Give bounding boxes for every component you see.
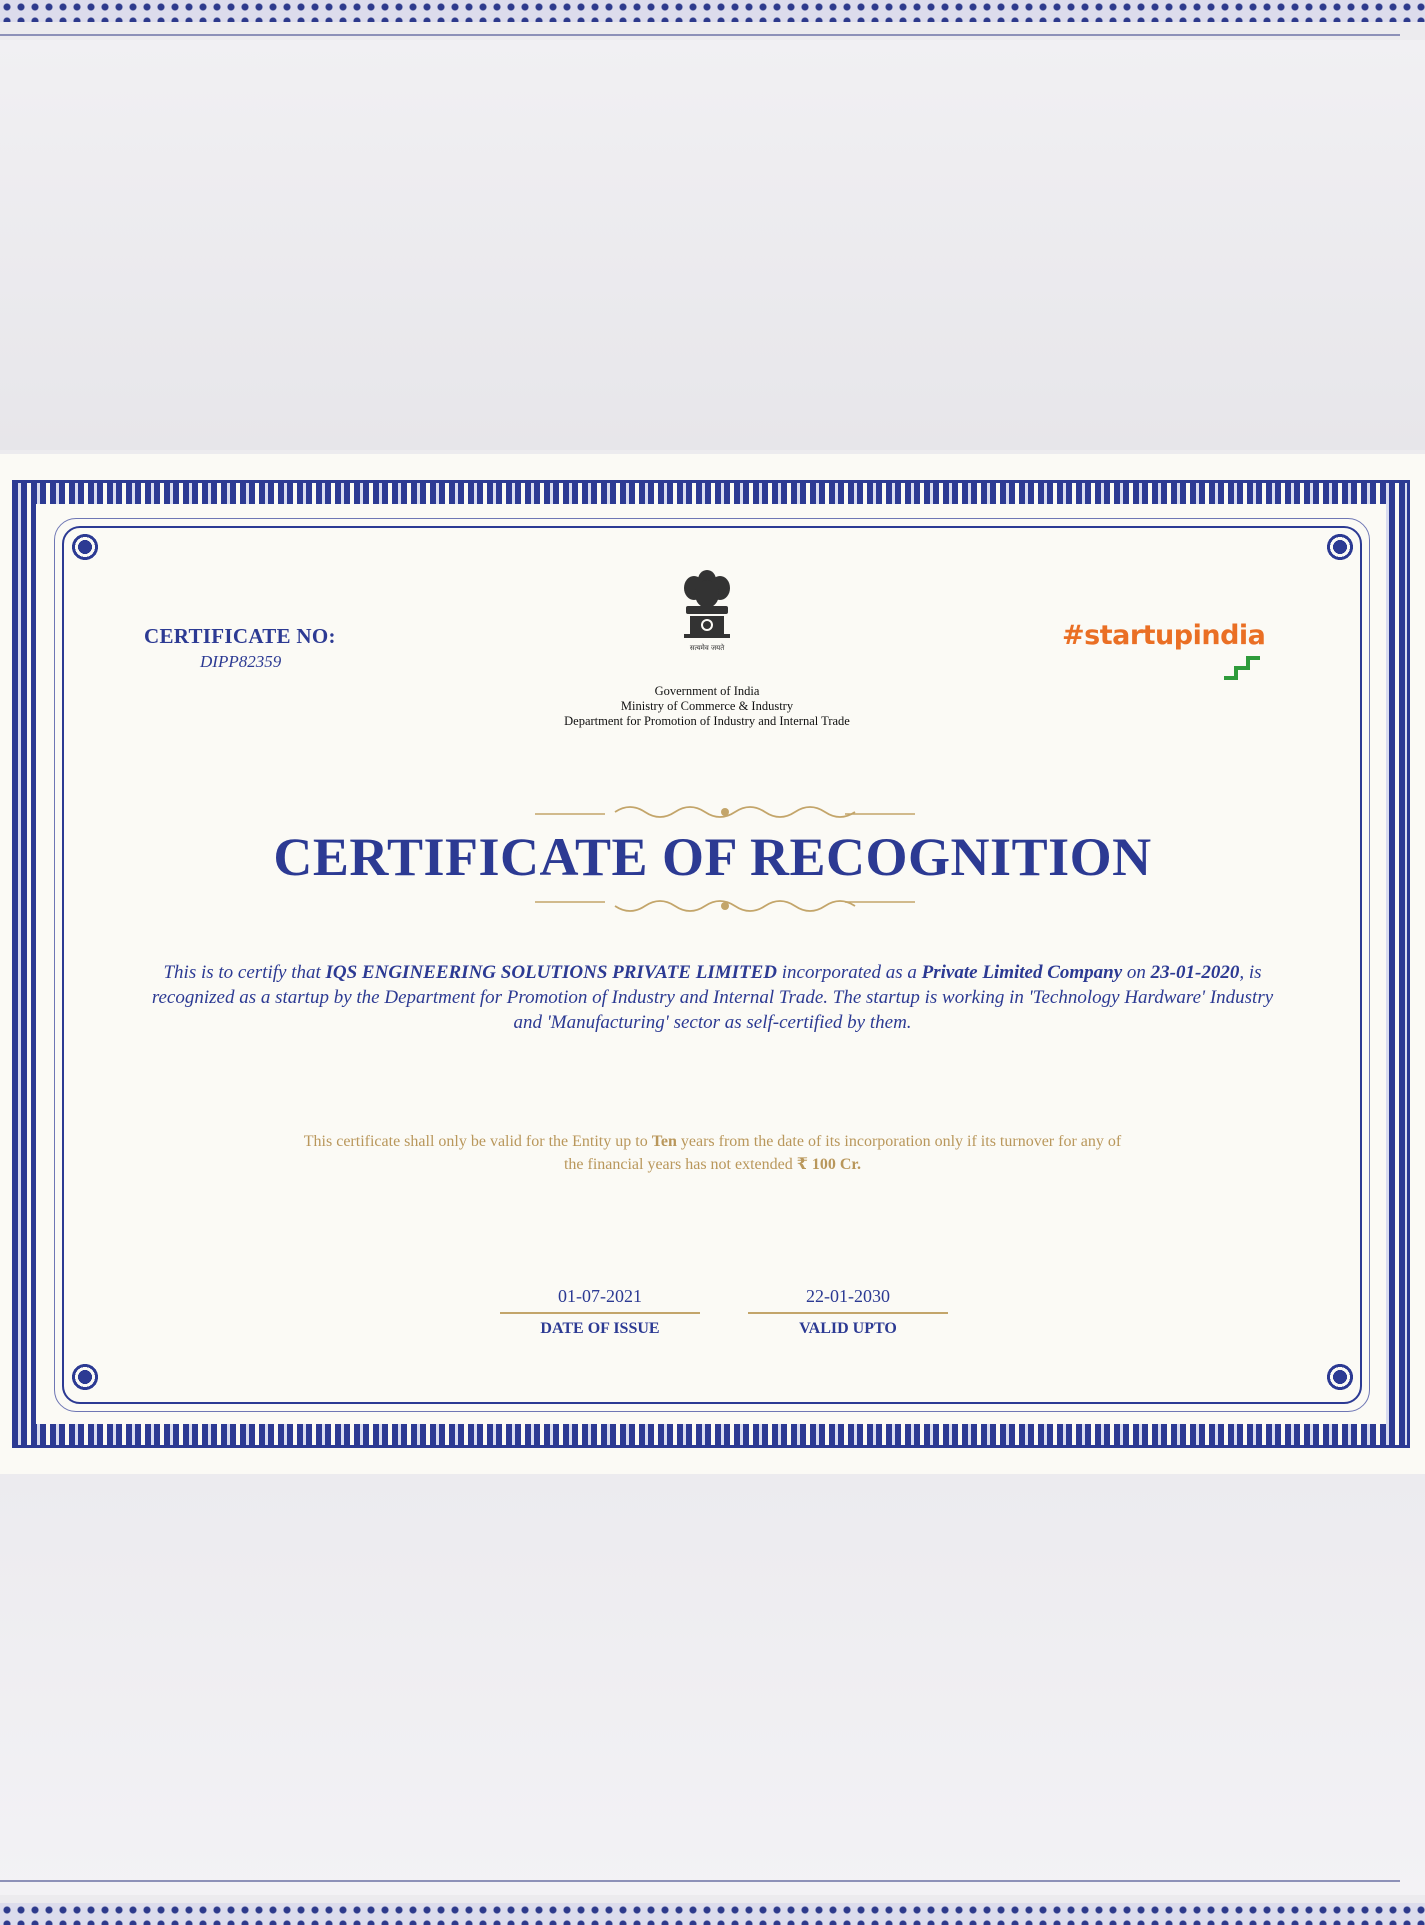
validity-text: This certificate shall only be valid for the Entity up to bbox=[303, 1133, 648, 1150]
statement-text: incorporated as a bbox=[781, 962, 917, 983]
startupindia-logo-text: #startupindia bbox=[1062, 620, 1266, 651]
certificate-number-label: CERTIFICATE NO: bbox=[144, 624, 336, 648]
company-type: Private Limited Company bbox=[921, 962, 1123, 983]
statement-text: This is to certify that bbox=[163, 962, 321, 983]
incorporation-date: 23-01-2020 bbox=[1150, 962, 1240, 983]
ornament-bottom-icon bbox=[535, 896, 915, 916]
startupindia-logo-mark-icon bbox=[1222, 654, 1262, 682]
valid-upto-value: 22-01-2030 bbox=[748, 1286, 948, 1314]
background-border-top bbox=[0, 0, 1425, 22]
statement-text: on bbox=[1126, 962, 1146, 983]
background-panel-top bbox=[0, 40, 1425, 450]
certificate bbox=[0, 454, 1425, 1474]
issuing-authority bbox=[462, 684, 952, 729]
certificate-title: CERTIFICATE OF RECOGNITION bbox=[273, 827, 1152, 887]
corner-ornament-icon bbox=[1325, 532, 1355, 562]
date-of-issue-block bbox=[500, 1286, 700, 1338]
certificate-number-value: DIPP82359 bbox=[200, 652, 282, 671]
date-of-issue-label: DATE OF ISSUE bbox=[540, 1320, 660, 1337]
validity-note bbox=[300, 1130, 1125, 1176]
validity-years: Ten bbox=[651, 1133, 677, 1150]
national-emblem-icon bbox=[672, 566, 742, 656]
valid-upto-block bbox=[748, 1286, 948, 1338]
corner-ornament-icon bbox=[70, 532, 100, 562]
ministry-line: Ministry of Commerce & Industry bbox=[620, 699, 794, 713]
turnover-limit: ₹ 100 Cr. bbox=[796, 1156, 862, 1173]
background-line-bottom bbox=[0, 1880, 1400, 1882]
corner-ornament-icon bbox=[1325, 1362, 1355, 1392]
gov-line: Government of India bbox=[654, 684, 760, 698]
corner-ornament-icon bbox=[70, 1362, 100, 1392]
company-name: IQS ENGINEERING SOLUTIONS PRIVATE LIMITED bbox=[325, 962, 778, 983]
background-panel-bottom bbox=[0, 1475, 1425, 1895]
background-border-bottom bbox=[0, 1903, 1425, 1925]
certification-statement bbox=[150, 960, 1275, 1035]
background-line-top bbox=[0, 34, 1400, 36]
validity-text: years from the date of its incorporation only if its turnover for any of the financial years has not extended bbox=[563, 1133, 1122, 1173]
ornament-top-icon bbox=[535, 802, 915, 822]
statement-text: , is recognized as a startup by the Department for Promotion of Industry and Internal Trade. The startup is working in 'Technology Hardware' Industry and 'Manufacturing' sector as self-certified by them. bbox=[151, 962, 1274, 1033]
emblem-motto: सत्यमेव जयते bbox=[689, 644, 725, 652]
department-line: Department for Promotion of Industry and Internal Trade bbox=[564, 714, 850, 728]
date-of-issue-value: 01-07-2021 bbox=[500, 1286, 700, 1314]
valid-upto-label: VALID UPTO bbox=[799, 1320, 897, 1337]
